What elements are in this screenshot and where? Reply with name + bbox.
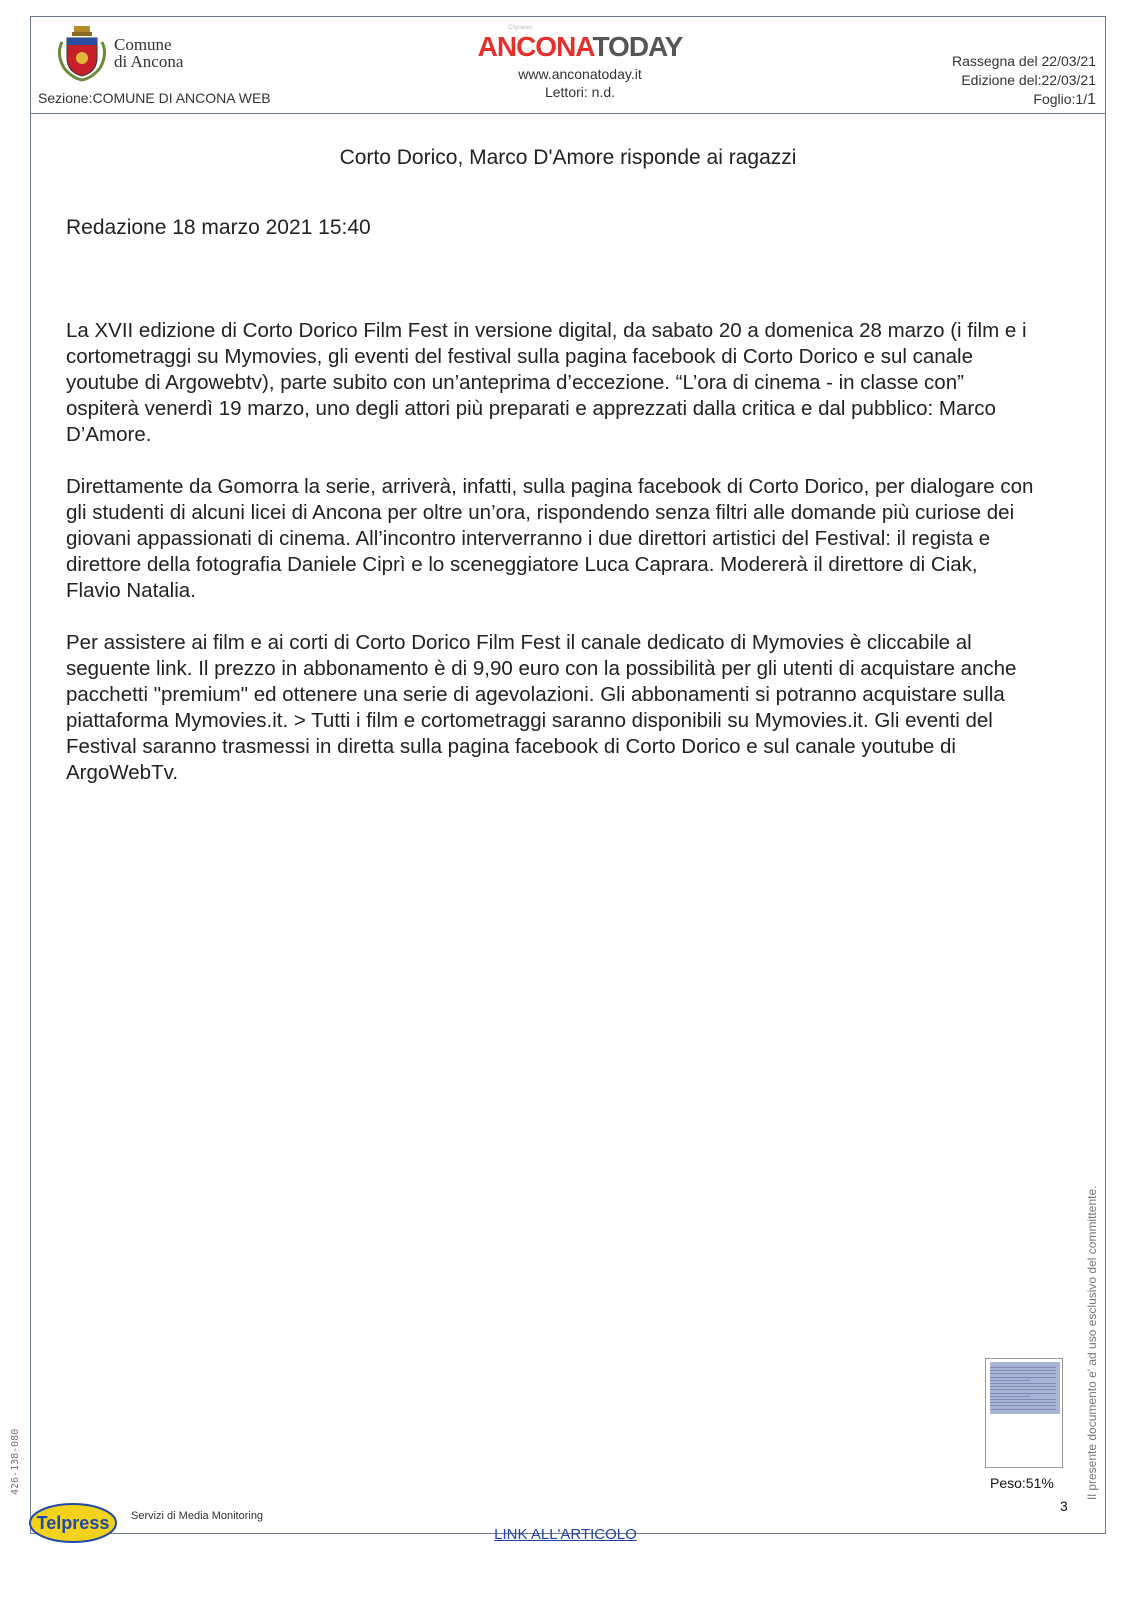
comune-line1: Comune [114,35,172,54]
article-body [66,318,1036,812]
paragraph-3: Per assistere ai film e ai corti di Corto Dorico Film Fest il canale dedicato di Mymovies è cliccabile al seguente link. Il prezzo in abbonamento è di 9,90 euro con la possibilità per gli utenti di acquistare anche pacchetti "premium" ed ottenere una serie di agevolazioni. Gli abbonamenti si potranno acquistare sulla piattaforma Mymovies.it. > Tutti i film e cortometraggi saranno disponibili su Mymovies.it. Gli eventi del Festival saranno trasmessi in diretta sulla pagina facebook di Corto Dorico e sul canale youtube di ArgoWebTv. [66,631,1017,784]
thumbnail-line [990,1399,1056,1400]
article-byline: Redazione 18 marzo 2021 15:40 [66,216,371,239]
thumbnail-line [990,1377,1056,1378]
edition-meta [952,52,1096,109]
side-disclaimer: Il presente documento e' ad uso esclusivo del committente. [1085,1185,1099,1500]
foglio-total: 1 [1087,91,1096,108]
thumbnail-line [990,1370,1056,1371]
brand-part2: TODAY [592,31,683,62]
thumbnail-line [990,1405,1056,1406]
brand-part1: ANCONA [477,31,593,62]
edizione-date: Edizione del:22/03/21 [961,72,1096,88]
thumbnail-line [990,1393,1056,1394]
thumbnail-line [990,1373,1056,1374]
masthead [430,24,730,100]
article-title: Corto Dorico, Marco D'Amore risponde ai ragazzi [339,146,797,169]
site-url: www.anconatoday.it [518,66,642,82]
lettori-label: Lettori: n.d. [544,84,616,100]
brand-logo [430,32,730,62]
thumbnail-line [990,1389,1056,1390]
foglio-label [952,90,1096,109]
page-thumbnail-icon [985,1358,1063,1468]
document-code: 426-138-080 [10,1428,21,1495]
thumbnail-line [990,1367,1056,1368]
masthead-small-logo: Citynews [508,25,533,31]
servizi-label: Servizi di Media Monitoring [131,1510,264,1522]
coat-of-arms-icon [54,24,110,82]
sezione-label: Sezione:COMUNE DI ANCONA WEB [38,90,271,106]
rassegna-date: Rassegna del 22/03/21 [952,53,1096,69]
thumbnail-line [990,1409,1056,1410]
paragraph-1: La XVII edizione di Corto Dorico Film Fest in versione digital, da sabato 20 a domenica 28 marzo (i film e i cortometraggi su Mymovies, gli eventi del festival sulla pagina facebook di Corto Dorico e sul canale youtube di Argowebtv), parte subito con un’anteprima d’eccezione. “L’ora di cinema - in classe con” ospiterà venerdì 19 marzo, uno degli attori più preparati e apprezzati dalla critica e dal pubblico: Marco D’Amore. [66,319,1027,446]
thumbnail-line [990,1386,1056,1387]
thumbnail-line [990,1383,1056,1384]
thumbnail-line [990,1380,1030,1381]
telpress-logo-text: Telpress [36,1513,110,1533]
article-link-container [0,1526,1131,1543]
header [30,16,1106,114]
foglio-prefix: Foglio:1/ [1033,91,1088,107]
article-link[interactable]: LINK ALL'ARTICOLO [494,1526,637,1543]
comune-logo [54,24,183,82]
paragraph-2: Direttamente da Gomorra la serie, arriverà, infatti, sulla pagina facebook di Corto Dorico, per dialogare con gli studenti di alcuni licei di Ancona per oltre un’ora, rispondendo senza filtri alle domande più curiose dei giovani appassionati di cinema. All’incontro interverranno i due direttori artistici del Festival: il regista e direttore della fotografia Daniele Ciprì e lo sceneggiatore Luca Caprara. Modererà il direttore di Ciak, Flavio Natalia. [66,475,1034,602]
page-number: 3 [1060,1498,1068,1514]
thumbnail-line [990,1396,1030,1397]
peso-label: Peso:51% [990,1475,1054,1491]
thumbnail-line [990,1402,1056,1403]
comune-line2: di Ancona [114,52,184,71]
